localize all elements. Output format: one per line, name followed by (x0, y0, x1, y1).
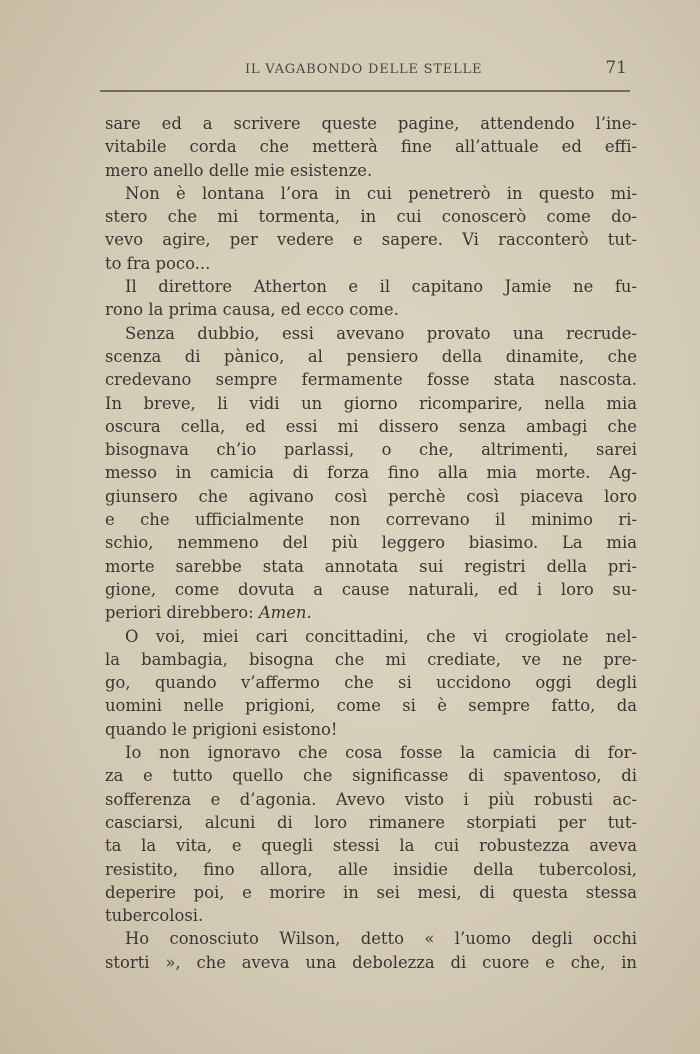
text-line: In breve, li vidi un giorno ricomparire, nella mia (105, 393, 637, 413)
text-line: deperire poi, e morire in sei mesi, di questa stessa (105, 882, 637, 902)
text-line: Senza dubbio, essi avevano provato una recrude- (125, 323, 637, 343)
paragraph (105, 322, 637, 625)
header-rule (100, 90, 630, 92)
text-line: to fra poco... (105, 253, 211, 273)
text-line: vevo agire, per vedere e sapere. Vi racconterò tut- (105, 230, 637, 250)
italic-word: Amen. (258, 603, 312, 623)
text-line: ta la vita, e quegli stessi la cui robustezza aveva (105, 836, 637, 856)
text-line: giunsero che agivano così perchè così piaceva loro (105, 486, 637, 506)
text-line: Io non ignoravo che cosa fosse la camicia di for- (125, 743, 637, 763)
text-line: sofferenza e d’agonia. Avevo visto i più robusti ac- (105, 789, 637, 809)
text-line: Ho conosciuto Wilson, detto « l’uomo degli occhi (125, 929, 637, 949)
text-line: la bambagia, bisogna che mi crediate, ve ne pre- (105, 649, 637, 669)
text-line: Il direttore Atherton e il capitano Jamie ne fu- (125, 277, 637, 297)
text-line: za e tutto quello che significasse di spaventoso, di (105, 766, 637, 786)
paragraph (105, 112, 637, 182)
text-line: casciarsi, alcuni di loro rimanere storpiati per tut- (105, 812, 637, 832)
text-line: vitabile corda che metterà fine all’attuale ed effi- (105, 137, 637, 157)
text-line: uomini nelle prigioni, come si è sempre fatto, da (105, 696, 637, 716)
paragraph (105, 625, 637, 741)
text-line: go, quando v’affermo che si uccidono oggi degli (105, 673, 637, 693)
text-line: morte sarebbe stata annotata sui registri della pri- (105, 556, 637, 576)
paragraph (105, 182, 637, 275)
text-line: quando le prigioni esistono! (105, 719, 338, 739)
text-line: oscura cella, ed essi mi dissero senza ambagi che (105, 416, 637, 436)
text-line: tubercolosi. (105, 906, 204, 926)
paragraph (105, 927, 637, 974)
text-line: e che ufficialmente non correvano il minimo ri- (105, 510, 637, 530)
text-line: stero che mi tormenta, in cui conoscerò come do- (105, 207, 637, 227)
paragraph (105, 741, 637, 927)
page-body (105, 112, 637, 974)
running-title: IL VAGABONDO DELLE STELLE (245, 62, 483, 77)
text-line: sare ed a scrivere queste pagine, attendendo l’ine- (105, 114, 637, 133)
text-line: gione, come dovuta a cause naturali, ed i loro su- (105, 579, 637, 599)
page-number: 71 (605, 58, 627, 78)
text-line: mero anello delle mie esistenze. (105, 160, 373, 180)
text-line: rono la prima causa, ed ecco come. (105, 300, 399, 320)
page-header (105, 58, 627, 82)
text-line: bisognava ch’io parlassi, o che, altrimenti, sarei (105, 440, 637, 460)
text-line: credevano sempre fermamente fosse stata nascosta. (105, 370, 637, 390)
text-line: resistito, fino allora, alle insidie della tubercolosi, (105, 859, 637, 879)
paragraph (105, 275, 637, 322)
text-line: periori direbbero: Amen. (105, 603, 312, 623)
text-line: messo in camicia di forza fino alla mia morte. Ag- (105, 463, 637, 483)
text-line: storti », che aveva una debolezza di cuore e che, in (105, 952, 637, 972)
text-line: schio, nemmeno del più leggero biasimo. La mia (105, 533, 637, 553)
text-line: scenza di pànico, al pensiero della dinamite, che (105, 346, 637, 366)
text-line: Non è lontana l’ora in cui penetrerò in questo mi- (125, 183, 637, 203)
text-line: O voi, miei cari concittadini, che vi crogiolate nel- (125, 626, 637, 646)
